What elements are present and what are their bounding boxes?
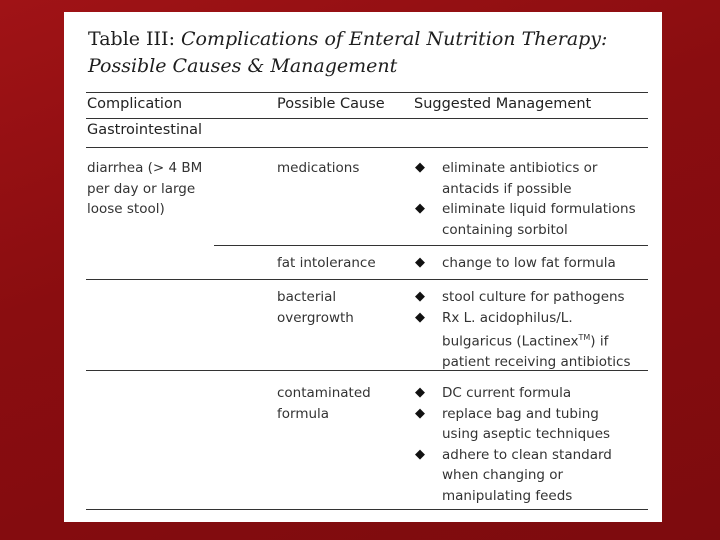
diamond-bullet-icon: ◆ (415, 405, 425, 421)
diamond-bullet-icon: ◆ (415, 385, 425, 400)
management-medications (415, 158, 655, 240)
cause-fat-intolerance: fat intolerance (277, 255, 376, 271)
management-line (442, 328, 655, 352)
diamond-bullet-icon: ◆ (415, 255, 425, 270)
management-line: change to low fat formula (442, 255, 616, 271)
management-item (415, 253, 655, 274)
complication-line: per day or large (87, 180, 196, 197)
header-rule (86, 118, 648, 119)
management-text: ) if (590, 333, 609, 350)
management-bacterial-overgrowth (415, 287, 655, 373)
management-item (415, 383, 655, 404)
category-gastrointestinal: Gastrointestinal (87, 122, 203, 138)
complication-diarrhea (87, 158, 202, 220)
cause-line: bacterial (277, 289, 337, 305)
management-line: stool culture for pathogens (442, 289, 625, 305)
management-contaminated-formula (415, 383, 655, 506)
cause-line: formula (277, 405, 330, 422)
management-item (415, 158, 655, 199)
row-rule (86, 279, 648, 280)
management-line: patient receiving antibiotics (442, 354, 631, 370)
top-rule (86, 92, 648, 93)
management-line: using aseptic techniques (442, 426, 611, 442)
management-item (415, 404, 655, 445)
complication-line: loose stool) (87, 201, 165, 217)
row-rule (214, 245, 648, 246)
management-line: antacids if possible (442, 180, 572, 197)
management-line: DC current formula (442, 385, 572, 401)
cause-line: overgrowth (277, 309, 354, 326)
category-rule (86, 147, 648, 148)
title-line-2: Possible Causes & Management (88, 55, 398, 77)
management-line: replace bag and tubing (442, 405, 599, 422)
management-line: Rx L. acidophilus/L. (442, 309, 573, 326)
header-complication: Complication (87, 96, 183, 112)
management-item (415, 199, 655, 240)
complication-line: diarrhea (> 4 BM (87, 160, 203, 176)
row-rule (86, 370, 648, 371)
management-fat-intolerance (415, 253, 655, 274)
trademark-mark: TM (578, 333, 591, 342)
management-item (415, 308, 655, 373)
slide (64, 12, 662, 522)
diamond-bullet-icon: ◆ (415, 201, 425, 216)
cause-bacterial-overgrowth (277, 287, 354, 328)
diamond-bullet-icon: ◆ (415, 446, 425, 462)
cause-medications: medications (277, 160, 360, 176)
header-possible-cause: Possible Cause (277, 96, 385, 112)
title-prefix: Table III: (88, 28, 182, 50)
management-line: containing sorbitol (442, 221, 568, 238)
header-suggested-management: Suggested Management (414, 96, 592, 112)
diamond-bullet-icon: ◆ (415, 160, 425, 175)
management-line: adhere to clean standard (442, 446, 612, 463)
management-line: manipulating feeds (442, 487, 573, 504)
diamond-bullet-icon: ◆ (415, 309, 425, 325)
diamond-bullet-icon: ◆ (415, 289, 425, 304)
cause-contaminated-formula (277, 383, 371, 424)
table-title (88, 26, 648, 80)
cause-line: contaminated (277, 385, 371, 401)
management-text: bulgaricus (Lactinex (442, 333, 579, 350)
title-line-1: Complications of Enteral Nutrition Therapy: (181, 28, 608, 50)
management-item (415, 445, 655, 507)
management-line: eliminate liquid formulations (442, 201, 636, 217)
management-line: when changing or (442, 467, 564, 483)
management-line: eliminate antibiotics or (442, 160, 598, 176)
management-item (415, 287, 655, 308)
bottom-rule (86, 509, 648, 510)
